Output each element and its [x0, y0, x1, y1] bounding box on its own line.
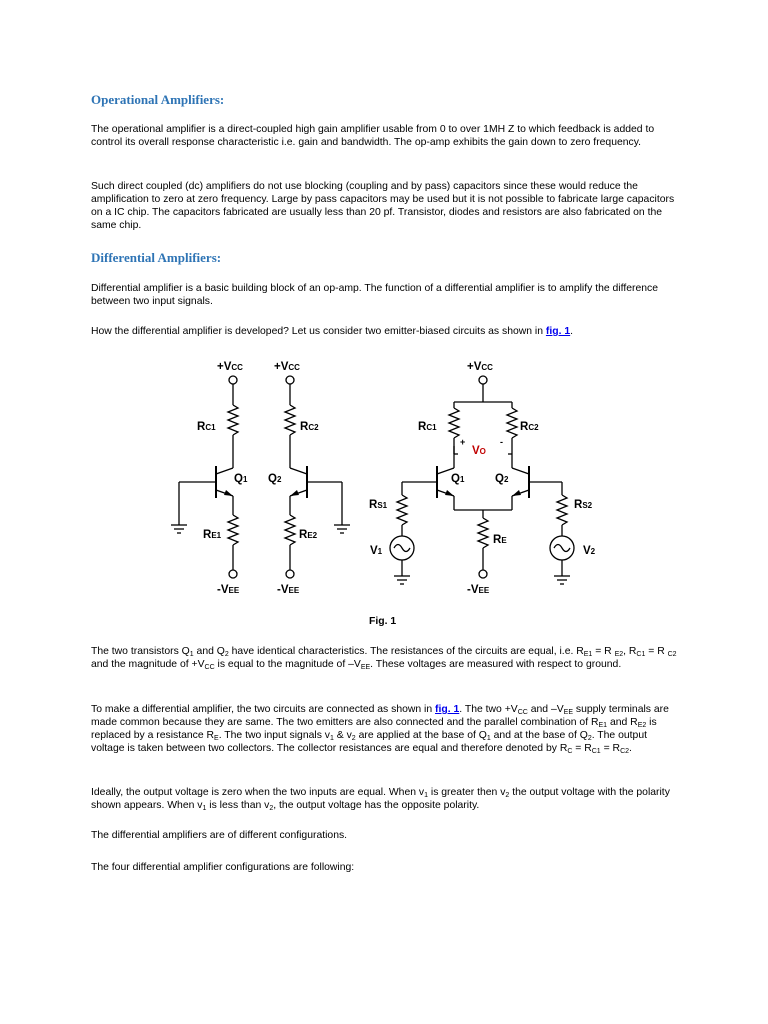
label-re1-a: RE1 [203, 529, 222, 541]
heading-operational-amplifiers: Operational Amplifiers: [91, 92, 225, 107]
label-rs1: RS1 [369, 499, 388, 511]
paragraph-identical-transistors: The two transistors $Q_1$ and $Q_2$ have identical characteristics. The resistances of the circuits are equal, i.e. $R_{E1} = R$ $_{E2}$, $R_{C1} = R$ $_{C2}$ and the magnitude of $+V_{CC}$ is equal to the magnitude of $-V_{EE}$. These voltages are measured with respect to ground. [91, 646, 677, 671]
fig1-link[interactable]: fig. 1 [545, 326, 571, 337]
paragraph-how-developed [91, 325, 681, 338]
label-re-diff: RE [493, 534, 507, 546]
heading-differential-amplifiers: Differential Amplifiers: [91, 250, 222, 265]
re2-resistor-b [285, 515, 295, 545]
rc2-resistor-diff [507, 408, 517, 438]
paragraph-dc-amplifiers: Such direct coupled (dc) amplifiers do not use blocking (coupling and by pass) capacitors since these would reduce the amplification to zero at zero frequency. Large by pass capacitors may be used but it is not possible to fabricate large capacitors on a IC chip. The capacitors fabricated are usually less than 20 pf. Transistor, diodes and resistors are also fabricated on the same chip. [91, 181, 675, 231]
label-vo-plus: + [460, 437, 466, 447]
text: How the differential amplifier is developed? Let us consider two emitter-biased circuits as shown in [91, 326, 546, 337]
label-rc2-b: RC2 [300, 421, 319, 433]
rc1-resistor-diff [449, 408, 459, 438]
re1-resistor-a [228, 515, 238, 545]
fig1-circuit-diagram [160, 350, 600, 610]
label-vo-minus: - [500, 437, 503, 447]
vcc-terminal-left-a [229, 376, 237, 384]
label-vee-b: -VEE [277, 584, 300, 596]
paragraph-opamp-definition: The operational amplifier is a direct-coupled high gain amplifier usable from 0 to over 1MH Z to which feedback is added to control its overall response characteristic i.e. gain and bandwidth. The op-amp exhibits the gain down to zero frequency. [91, 124, 655, 148]
label-vcc-b: +VCC [274, 361, 300, 373]
figure-caption: Fig. 1 [369, 616, 397, 627]
label-q2-b: Q2 [268, 473, 282, 485]
fig1-link-2[interactable]: fig. 1 [435, 704, 460, 715]
vcc-terminal-diff [479, 376, 487, 384]
re-resistor-diff [478, 518, 488, 548]
label-vo: VO [472, 445, 486, 457]
label-re2-b: RE2 [299, 529, 318, 541]
rs1-resistor [397, 495, 407, 525]
label-rc2-diff: RC2 [520, 421, 539, 433]
paragraph-make-differential: To make a differential amplifier, the two circuits are connected as shown in fig. 1. The two $+V_{CC}$ and $-V_{EE}$ supply terminals are made common because they are same. The two emitters are also connected and the parallel combination of $R_{E1}$ and $R_{E2}$ is replaced by a resistance $R_E$. The two input signals $v_1$ & $v_2$ are applied at the base of $Q_1$ and at the base of $Q_2$. The output voltage is taken between two collectors. The collector resistances are equal and therefore denoted by $R_C = R_{C1} = R_{C2}$. [91, 704, 669, 755]
label-v2: V2 [583, 545, 596, 557]
label-vee-a: -VEE [217, 584, 240, 596]
label-rc1-a: RC1 [197, 421, 216, 433]
vcc-terminal-b [286, 376, 294, 384]
paragraph-ideal-output: Ideally, the output voltage is zero when the two inputs are equal. When $v_1$ is greater then $v_2$ the output voltage with the polarity shown appears. When $v_1$ is less than $v_2$, the output voltage has the opposite polarity. [91, 787, 670, 812]
paragraph-four-configurations: The four differential amplifier configurations are following: [91, 862, 355, 873]
label-vee-diff: -VEE [467, 584, 490, 596]
label-rc1-diff: RC1 [418, 421, 437, 433]
text: . [570, 326, 574, 337]
rs2-resistor [557, 495, 567, 525]
label-q1-a: Q1 [234, 473, 248, 485]
label-rs2: RS2 [574, 499, 593, 511]
label-v1: V1 [370, 545, 383, 557]
label-vcc-diff: +VCC [467, 361, 493, 373]
rc2-resistor-b [285, 405, 295, 435]
label-vcc-a: +VCC [217, 361, 243, 373]
label-q2-diff: Q2 [495, 473, 509, 485]
paragraph-configurations: The differential amplifiers are of different configurations. [91, 830, 348, 841]
rc1-resistor-a [228, 405, 238, 435]
label-q1-diff: Q1 [451, 473, 465, 485]
paragraph-diff-definition: Differential amplifier is a basic building block of an op-amp. The function of a differential amplifier is to amplify the difference between two input signals. [91, 283, 658, 307]
